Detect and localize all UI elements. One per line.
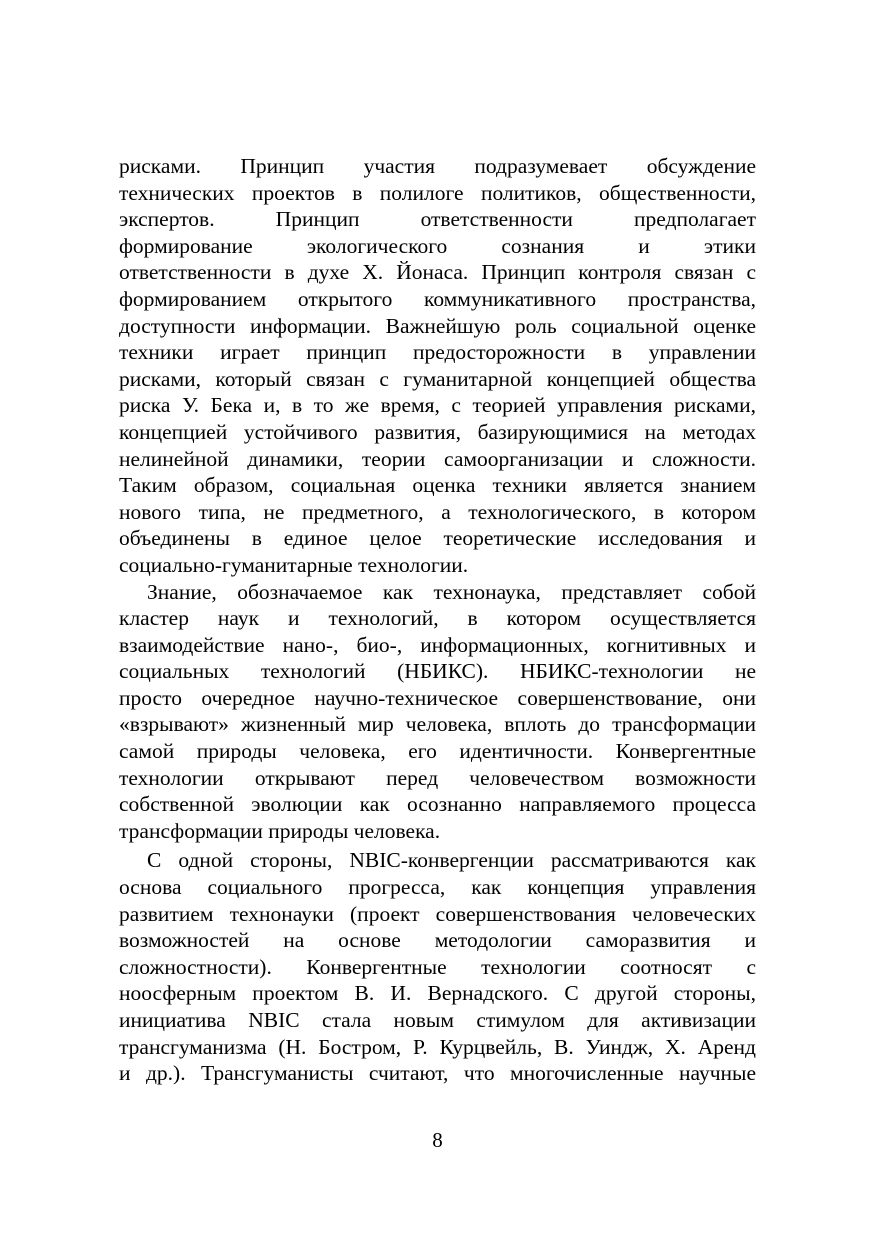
text-line: формирование экологического сознания и этики <box>119 233 756 258</box>
text-line: Таким образом, социальная оценка техники является знанием <box>119 473 756 498</box>
text-line: просто очередное научно-техническое совершенствование, они <box>119 685 756 710</box>
paragraph-3 <box>119 847 756 1086</box>
text-line: ноосферным проектом В. И. Вернадского. С другой стороны, <box>119 981 756 1006</box>
text-line: сложностности). Конвергентные технологии соотносят с <box>119 954 756 979</box>
text-line: доступности информации. Важнейшую роль социальной оценке <box>119 313 756 338</box>
text-line: основа социального прогресса, как концепция управления <box>119 875 756 900</box>
paragraph-1 <box>119 153 756 579</box>
text-line: рисками. Принцип участия подразумевает обсуждение <box>119 154 756 178</box>
text-line: взаимодействие нано-, био-, информационных, когнитивных и <box>119 632 756 657</box>
text-line: собственной эволюции как осознанно направляемого процесса <box>119 792 756 817</box>
text-line: «взрывают» жизненный мир человека, вплоть до трансформации <box>119 712 756 737</box>
text-line: социально-гуманитарные технологии. <box>119 552 469 577</box>
text-line: инициатива NBIC стала новым стимулом для активизации <box>119 1008 756 1032</box>
text-line: трансформации природы человека. <box>119 818 441 843</box>
text-line: С одной стороны, NBIC-конвергенции рассматриваются как <box>147 848 756 873</box>
text-line: технических проектов в полилоге политиков, общественности, <box>119 180 756 205</box>
text-line: Знание, обозначаемое как технонаука, представляет собой <box>147 579 756 604</box>
page-number: 8 <box>432 1128 443 1152</box>
text-line: риска У. Бека и, в то же время, с теорией управления рисками, <box>119 393 756 418</box>
paragraph-2 <box>119 579 756 845</box>
text-line: и др.). Трансгуманисты считают, что многочисленные научные <box>119 1061 756 1086</box>
text-line: социальных технологий (НБИКС). НБИКС-технологии не <box>119 659 756 684</box>
text-line: техники играет принцип предосторожности в управлении <box>119 340 756 365</box>
text-line: нелинейной динамики, теории самоорганизации и сложности. <box>119 446 756 471</box>
body-text <box>119 153 756 1087</box>
text-line: объединены в единое целое теоретические исследования и <box>119 526 756 551</box>
text-line: ответственности в духе Х. Йонаса. Принцип контроля связан с <box>119 260 756 285</box>
text-line: развитием технонауки (проект совершенствования человеческих <box>119 901 756 926</box>
text-line: экспертов. Принцип ответственности предполагает <box>119 207 756 232</box>
text-line: концепцией устойчивого развития, базирующимися на методах <box>119 419 756 444</box>
text-line: возможностей на основе методологии саморазвития и <box>119 928 756 953</box>
text-line: рисками, который связан с гуманитарной концепцией общества <box>119 366 756 391</box>
text-line: нового типа, не предметного, а технологического, в котором <box>119 499 756 524</box>
text-line: кластер наук и технологий, в котором осуществляется <box>119 606 756 631</box>
text-line: самой природы человека, его идентичности. Конвергентные <box>119 739 756 764</box>
text-line: технологии открывают перед человечеством возможности <box>119 765 756 790</box>
text-line: трансгуманизма (Н. Бостром, Р. Курцвейль, В. Уиндж, Х. Аренд <box>119 1034 756 1059</box>
text-line: формированием открытого коммуникативного пространства, <box>119 286 756 311</box>
